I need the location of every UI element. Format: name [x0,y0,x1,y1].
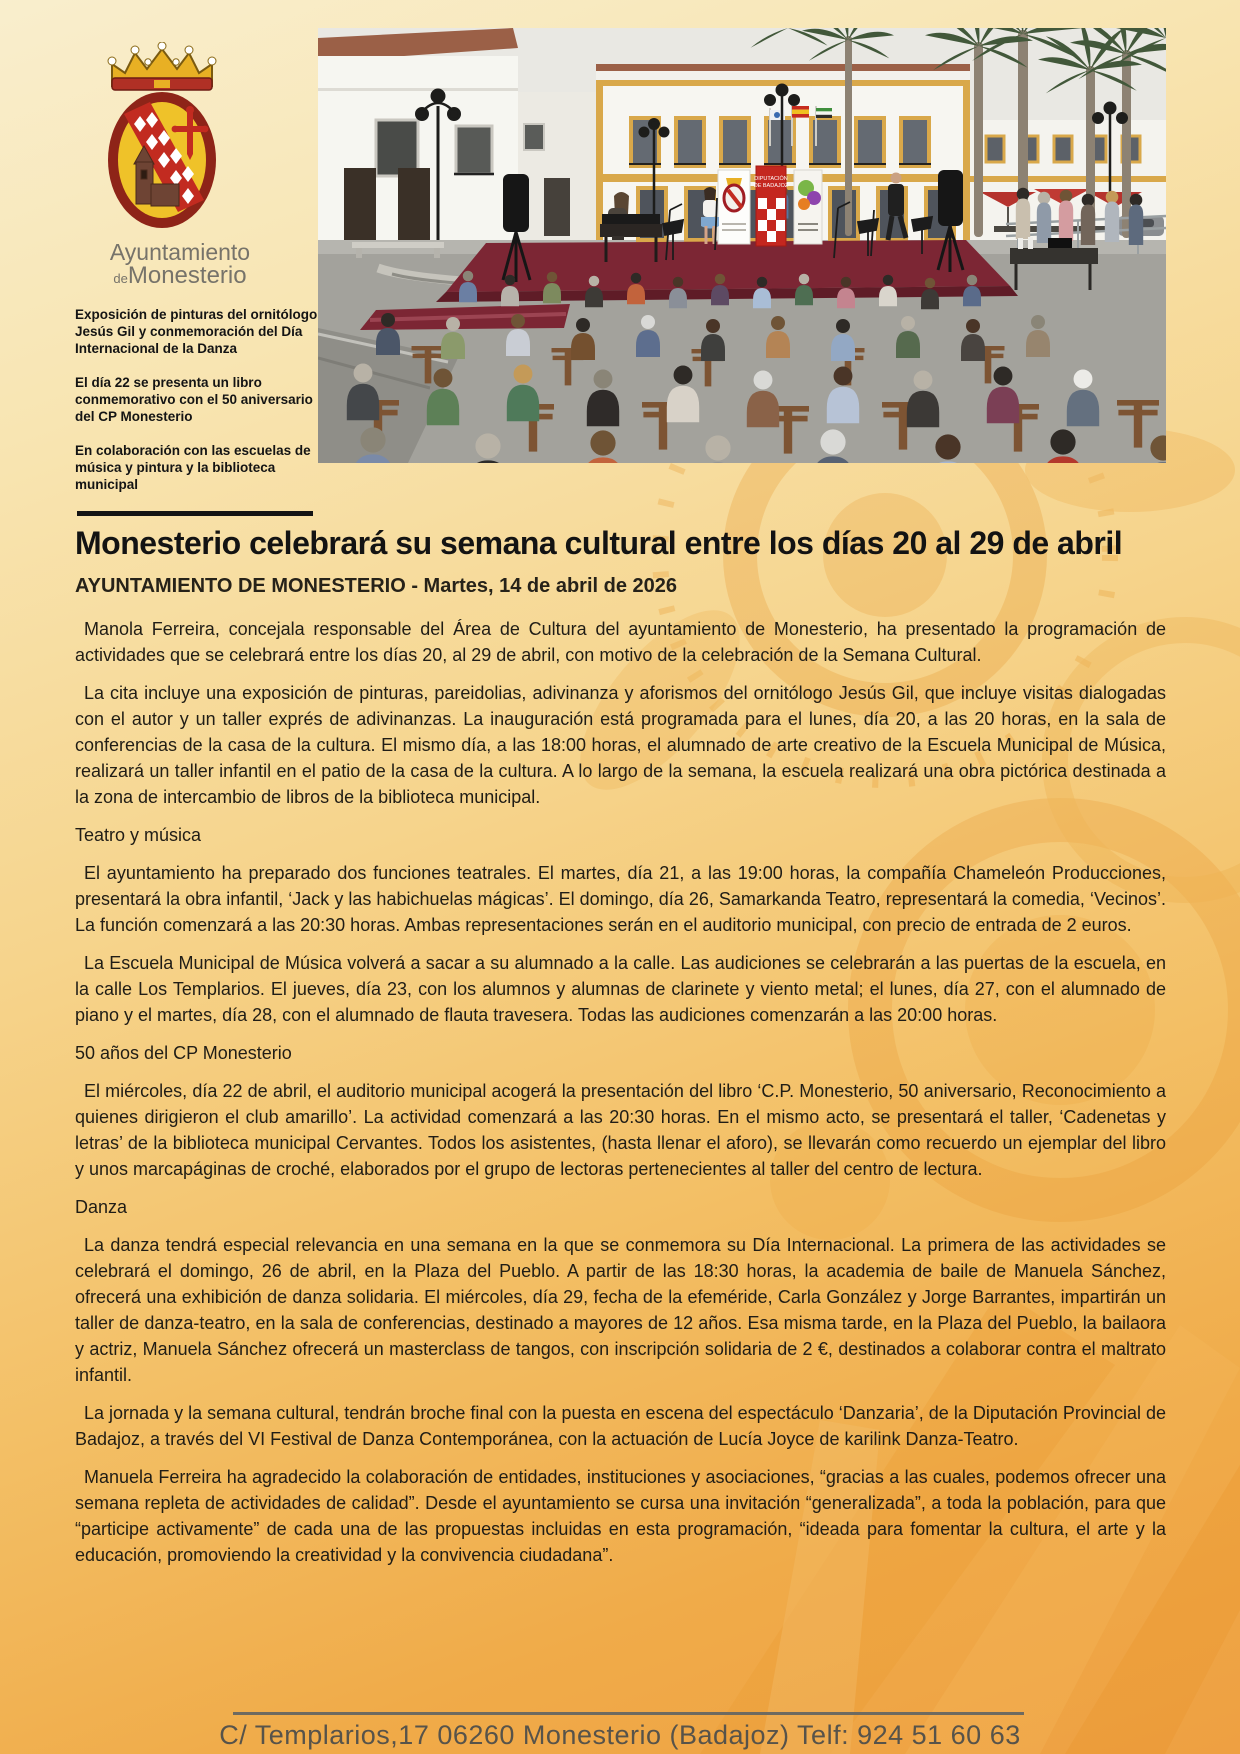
summary-bullets [75,306,327,510]
body-paragraph: La cita incluye una exposición de pinturas, pareidolias, adivinanza y aforismos del ornitólogo Jesús Gil, que incluye visitas dialogadas con el autor y un taller exprés de adivinanzas. La inauguración está programada para el lunes, día 20, a las 20 horas, en la sala de conferencias de la casa de la cultura. El mismo día, a las 18:00 horas, el alumnado de arte creativo de la Escuela Municipal de Música, realizará un taller infantil en el patio de la casa de la cultura. A lo largo de la semana, la escuela realizará una obra pictórica destinada a la zona de intercambio de libros de la biblioteca municipal. [75,683,1166,807]
dateline: AYUNTAMIENTO DE MONESTERIO - Martes, 14 de abril de 2026 [75,575,678,597]
coat-of-arms-icon [92,42,232,238]
section-heading-danza: Danza [75,1197,128,1217]
stage-banners [718,166,822,246]
body-paragraph: La jornada y la semana cultural, tendrán broche final con la puesta en escena del espectáculo ‘Danzaria’, de la Diputación Provincial de Badajoz, a través del VI Festival de Danza Contemporánea, con la actuación de Lucía Joyce de karilink Danza-Teatro. [75,1403,1166,1449]
page-title: Monesterio celebrará su semana cultural entre los días 20 al 29 de abril [75,525,1123,561]
town-crest-logo [92,42,232,238]
body-paragraph: El miércoles, día 22 de abril, el auditorio municipal acogerá la presentación del libro ‘C.P. Monesterio, 50 aniversario, Reconocimiento a quienes dirigieron el club amarillo’. La actividad comenzará a las 20:30 horas. En el mismo acto, se presentará el taller, ‘Cadenetas y letras’ de la biblioteca municipal Cervantes. Todos los asistentes, (hasta llenar el aforo), se llevarán como recuerdo un ejemplar del libro y unos marcapáginas de croché, elaborados por el grupo de lectoras pertenecientes al taller del centro de lectura. [75,1081,1166,1179]
event-photo [318,28,1166,463]
body-paragraph: Manuela Ferreira ha agradecido la colaboración de entidades, instituciones y asociaciones, “gracias a las cuales, podemos ofrecer una semana repleta de actividades de calidad”. Desde el ayuntamiento se cursa una invitación “generalizada”, a toda la población, para que “participe activamente” de cada una de las propuestas incluidas en esta programación, “ideada para fomentar la cultura, el arte y la educación, promoviendo la creatividad y la convivencia ciudadana”. [75,1467,1166,1565]
left-building [318,28,518,258]
body-paragraph: Manola Ferreira, concejala responsable del Área de Cultura del ayuntamiento de Monesterio, ha presentado la programación de actividades que se celebrará entre los días 20, al 29 de abril, con motivo de la celebración de la Semana Cultural. [75,619,1166,665]
footer-rule [233,1712,1024,1715]
summary-bullet: En colaboración con las escuelas de música y pintura y la biblioteca municipal [75,443,311,492]
body-paragraph: La Escuela Municipal de Música volverá a sacar a su alumnado a la calle. Las audiciones se celebrarán a las puertas de la escuela, en la calle Los Templarios. El jueves, día 23, con los alumnos y alumnas de clarinete y viento metal; el lunes, día 27, con el alumnado de piano y el martes, día 28, con el alumnado de flauta travesera. Todas las audiciones comenzarán a las 20:00 horas. [75,953,1166,1025]
side-street [518,92,598,240]
section-heading-cp: 50 años del CP Monesterio [75,1043,292,1063]
banner-text-line1: DIPUTACIÓN [754,176,788,182]
banner-text-line2: DE BADAJOZ [753,183,789,189]
section-heading-teatro: Teatro y música [75,825,202,845]
headline-rule [77,511,313,516]
summary-bullet: El día 22 se presenta un libro conmemorativo con el 50 aniversario del CP Monesterio [75,375,313,424]
article [75,524,1166,1580]
logo-org-line2-prefix: de [113,271,128,286]
logo-org-line1: Ayuntamiento [109,239,251,265]
logo-caption [70,240,290,291]
logo-org-line2: Monesterio [127,262,247,289]
footer-address: C/ Templarios,17 06260 Monesterio (Badajoz) Telf: 924 51 60 63 [219,1720,1021,1750]
body-paragraph: La danza tendrá especial relevancia en una semana en la que se conmemora su Día Internacional. La primera de las actividades se celebrará el domingo, 26 de abril, en la Plaza del Pueblo. A partir de las 18:30 horas, la academia de baile de Manuela Sánchez, ofrecerá una exhibición de danza solidaria. El miércoles, día 29, fecha de la efeméride, Carla González y Jorge Barrantes, impartirán un taller de danza-teatro, en la sala de conferencias, destinado a mayores de 12 años. Esa misma tarde, en la Plaza del Pueblo, la bailaora y actriz, Manuela Sánchez ofrecerá un masterclass de tangos, con inscripción solidaria de 2 €, destinados a colaborar contra el maltrato infantil. [75,1235,1166,1385]
summary-bullet: Exposición de pinturas del ornitólogo Jesús Gil y conmemoración del Día Internacional de la Danza [75,307,318,356]
body-paragraph: El ayuntamiento ha preparado dos funciones teatrales. El martes, día 21, a las 19:00 horas, la compañía Chameleón Producciones, presentará la obra infantil, ‘Jack y las habichuelas mágicas’. El domingo, día 26, Samarkanda Teatro, representará la comedia, ‘Vecinos’. La función comenzará a las 20:30 horas. Ambas representaciones serán en el auditorio municipal, con precio de entrada de 2 euros. [75,863,1166,935]
